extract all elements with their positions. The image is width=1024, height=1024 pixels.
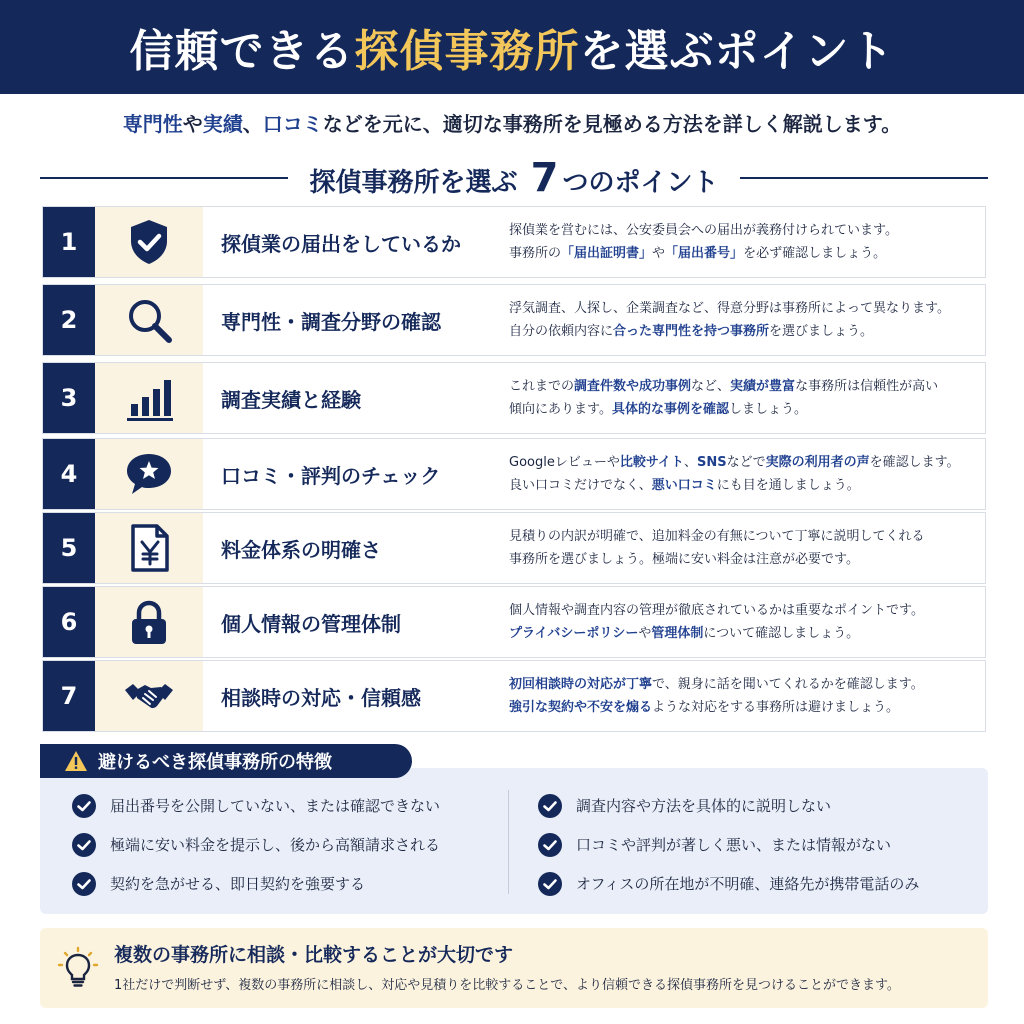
point-description: Googleレビューや比較サイト、SNSなどで実際の利用者の声を確認します。 良い口コミだけでなく、悪い口コミにも目を通しましょう。 <box>509 455 960 493</box>
avoid-list-left <box>72 786 502 903</box>
avoid-item: 契約を急がせる、即日契約を強要する <box>72 864 502 903</box>
avoid-item: 届出番号を公開していない、または確認できない <box>72 786 502 825</box>
point-title: 相談時の対応・信頼感 <box>221 685 421 710</box>
avoid-item: 調査内容や方法を具体的に説明しない <box>538 786 968 825</box>
heading-rule-right <box>740 177 988 179</box>
avoid-list-right <box>538 786 968 903</box>
avoid-item: オフィスの所在地が不明確、連絡先が携帯電話のみ <box>538 864 968 903</box>
point-row-4 <box>42 438 986 510</box>
header-banner <box>0 0 1024 94</box>
title-highlight: 探偵事務所 <box>354 26 580 77</box>
point-description: 探偵業を営むには、公安委員会への届出が義務付けられています。 事務所の「届出証明書」や「届出番号」を必ず確認しましょう。 <box>509 223 898 261</box>
handshake-icon <box>123 670 175 722</box>
check-circle-icon <box>538 794 562 818</box>
point-description: 初回相談時の対応が丁寧で、親身に話を聞いてくれるかを確認します。 強引な契約や不安を煽るような対応をする事務所は避けましょう。 <box>509 677 924 715</box>
point-title: 料金体系の明確さ <box>221 537 381 562</box>
point-row-6 <box>42 586 986 658</box>
point-number: 4 <box>43 439 95 509</box>
point-description: 個人情報や調査内容の管理が徹底されているかは重要なポイントです。 プライバシーポリシーや管理体制について確認しましょう。 <box>509 603 924 641</box>
page-title: 信頼できる探偵事務所を選ぶポイント <box>129 26 895 77</box>
point-title: 専門性・調査分野の確認 <box>221 309 441 334</box>
point-title: 口コミ・評判のチェック <box>221 463 441 488</box>
point-number: 7 <box>43 661 95 731</box>
padlock-icon <box>123 596 175 648</box>
check-circle-icon <box>72 872 96 896</box>
yen-document-icon <box>123 522 175 574</box>
point-row-7 <box>42 660 986 732</box>
avoid-panel <box>40 768 988 914</box>
tip-panel <box>40 928 988 1008</box>
point-title: 個人情報の管理体制 <box>221 611 401 636</box>
point-row-2 <box>42 284 986 356</box>
check-circle-icon <box>72 833 96 857</box>
point-title: 探偵業の届出をしているか <box>221 231 461 256</box>
points-count: 7 <box>530 155 559 201</box>
avoid-section-tab <box>40 744 412 778</box>
point-number: 1 <box>43 207 95 277</box>
heading-rule-left <box>40 177 288 179</box>
point-description: これまでの調査件数や成功事例など、実績が豊富な事務所は信頼性が高い 傾向にあります。具体的な事例を確認しましょう。 <box>509 379 939 417</box>
point-number: 2 <box>43 285 95 355</box>
avoid-item: 口コミや評判が著しく悪い、または情報がない <box>538 825 968 864</box>
section-heading: 探偵事務所を選ぶ 7 つのポイント <box>40 156 988 200</box>
tip-text: 1社だけで判断せず、複数の事務所に相談し、対応や見積りを比較することで、より信頼できる探偵事務所を見つけることができます。 <box>114 978 900 993</box>
avoid-title: 避けるべき探偵事務所の特徴 <box>98 752 332 773</box>
point-description: 見積りの内訳が明確で、追加料金の有無について丁寧に説明してくれる 事務所を選びましょう。極端に安い料金は注意が必要です。 <box>509 529 925 567</box>
check-circle-icon <box>538 833 562 857</box>
shield-check-icon <box>123 216 175 268</box>
warning-icon <box>64 750 88 772</box>
speech-bubble-star-icon <box>123 448 175 500</box>
check-circle-icon <box>72 794 96 818</box>
point-number: 3 <box>43 363 95 433</box>
point-title: 調査実績と経験 <box>221 387 361 412</box>
point-row-3 <box>42 362 986 434</box>
point-description: 浮気調査、人探し、企業調査など、得意分野は事務所によって異なります。 自分の依頼内容に合った専門性を持つ事務所を選びましょう。 <box>509 301 950 339</box>
point-row-5 <box>42 512 986 584</box>
tip-title: 複数の事務所に相談・比較することが大切です <box>114 944 514 966</box>
point-number: 5 <box>43 513 95 583</box>
check-circle-icon <box>538 872 562 896</box>
point-row-1 <box>42 206 986 278</box>
point-number: 6 <box>43 587 95 657</box>
magnifier-icon <box>123 294 175 346</box>
avoid-divider <box>508 790 509 894</box>
lightbulb-icon <box>56 946 100 990</box>
intro-text: 専門性や実績、口コミなどを元に、適切な事務所を見極める方法を詳しく解説します。 <box>122 112 902 136</box>
avoid-item: 極端に安い料金を提示し、後から高額請求される <box>72 825 502 864</box>
bar-chart-icon <box>123 372 175 424</box>
